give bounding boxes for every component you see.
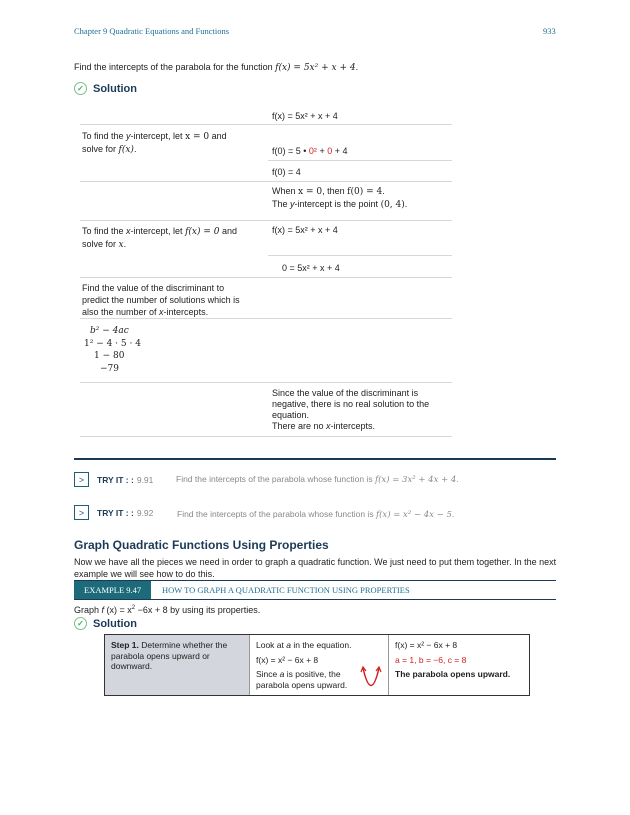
check-circle-icon: ✓ (74, 82, 87, 95)
chevron-right-icon: > (74, 472, 89, 487)
page-number: 933 (543, 26, 556, 36)
row-7-left: Find the value of the discriminant to predict the number of solutions which is also the number of x-intercepts. (82, 283, 240, 317)
example-tag: EXAMPLE 9.47 (74, 581, 151, 599)
chevron-right-icon: > (74, 505, 89, 520)
example-bar (74, 580, 556, 600)
row-2-right: f(0) = 5 • 0² + 0 + 4 (272, 146, 348, 156)
step-table (104, 634, 530, 696)
example-prompt: Graph f $(x) = x^2 -6x + 8$ by using its properties. (74, 605, 261, 615)
solution-heading: ✓ Solution (74, 82, 137, 95)
row-4-right: When x = 0, then f(0) = 4. The y-intercept is the point (0, 4). (272, 186, 408, 210)
discriminant-work: b² − 4ac 1² − 4 · 5 · 4 1 − 80 −79 (84, 326, 141, 374)
step-1-label-cell: Step 1. Determine whether the parabola opens upward or downward. (105, 635, 250, 695)
row-3-right: f(0) = 4 (272, 167, 301, 177)
check-circle-icon: ✓ (74, 617, 87, 630)
try-it-9-91[interactable]: > TRY IT : : 9.91 (74, 472, 153, 487)
chapter-header: Chapter 9 Quadratic Equations and Functions (74, 26, 230, 36)
step-1-explain-cell: Look at a in the equation. f(x) = x² − 6x + 8 Since a is positive, the parabola opens upward. (250, 635, 389, 695)
step-1-work-cell: f(x) = x² − 6x + 8 a = 1, b = −6, c = 8 The parabola opens upward. (395, 640, 511, 679)
row-9-right: Since the value of the discriminant is negative, there is no real solution to the equation. There are no x-intercepts. (272, 388, 430, 431)
try-it-9-92[interactable]: > TRY IT : : 9.92 (74, 505, 153, 520)
solution-heading-2: ✓ Solution (74, 617, 137, 630)
upward-parabola-icon (360, 665, 382, 691)
section-paragraph: Now we have all the pieces we need in order to graph a quadratic function. We just need to put them together. In the next example we will see how to do this. (74, 557, 557, 579)
try-it-9-91-text: Find the intercepts of the parabola whose function is f(x) = 3x² + 4x + 4. (176, 474, 459, 485)
row-6-right: 0 = 5x² + x + 4 (282, 263, 340, 273)
row-1-right: f(x) = 5x² + x + 4 (272, 111, 338, 121)
example-title: HOW TO GRAPH A QUADRATIC FUNCTION USING PROPERTIES (162, 585, 410, 595)
row-5-left: To find the x-intercept, let f(x) = 0 and solve for x. (82, 226, 238, 250)
problem-function: f(x) = 5x² + x + 4 (275, 63, 356, 73)
section-title: Graph Quadratic Functions Using Properties (74, 538, 329, 552)
row-2-left: To find the y-intercept, let x = 0 and solve for f(x). (82, 131, 227, 155)
try-it-9-92-text: Find the intercepts of the parabola whose function is f(x) = x² − 4x − 5. (177, 509, 455, 520)
row-5-right: f(x) = 5x² + x + 4 (272, 225, 338, 235)
problem-statement: Find the intercepts of the parabola for the function f(x) = 5x² + x + 4. (74, 62, 359, 73)
